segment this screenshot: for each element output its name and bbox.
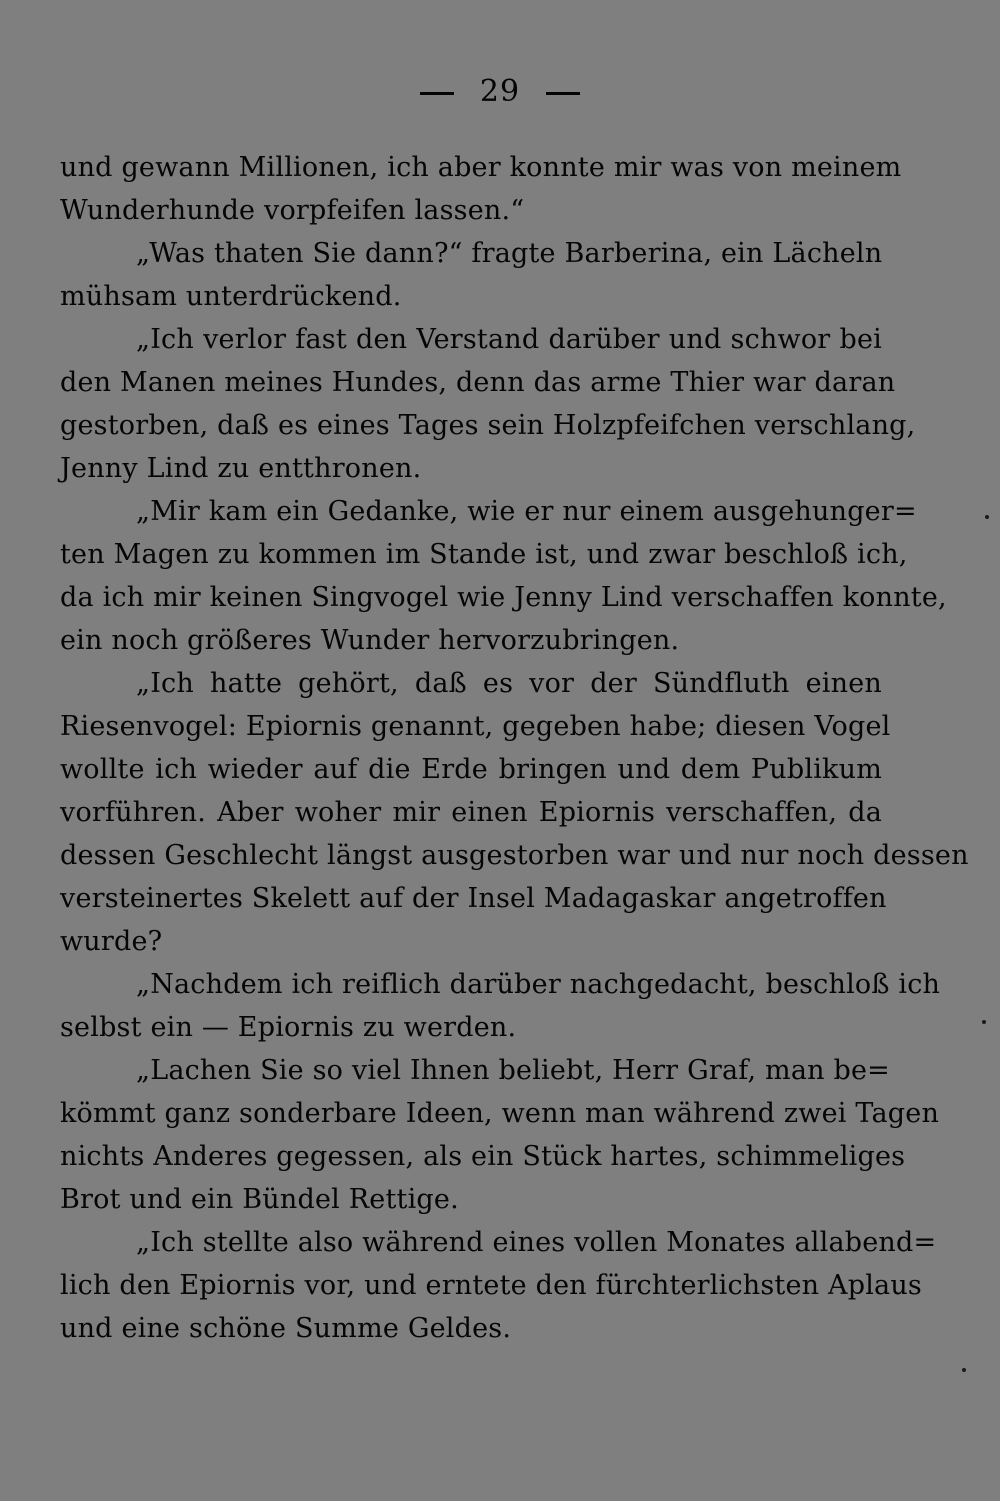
text-line: „Ich hatte gehört, daß es vor der Sündfluth einen: [136, 668, 882, 699]
paragraph: [60, 232, 882, 318]
text-line: „Lachen Sie so viel Ihnen beliebt, Herr Graf, man be=: [136, 1055, 890, 1086]
paragraph: [60, 963, 941, 1049]
text-line: dessen Geschlecht längst ausgestorben war und nur noch dessen: [60, 840, 969, 871]
text-line: und eine schöne Summe Geldes.: [60, 1313, 512, 1344]
header-dash-right: [546, 92, 580, 95]
text-line: „Ich verlor fast den Verstand darüber und schwor bei: [136, 324, 882, 355]
text-line: Wunderhunde vorpfeifen lassen.“: [60, 195, 525, 226]
text-line: „Ich stellte also während eines vollen Monates allabend=: [136, 1227, 937, 1258]
page-number: 29: [479, 74, 521, 109]
text-line: ten Magen zu kommen im Stande ist, und zwar beschloß ich,: [60, 539, 908, 570]
text-line: wurde?: [60, 926, 163, 957]
scan-speck: [982, 1020, 986, 1024]
text-line: gestorben, daß es eines Tages sein Holzpfeifchen verschlang,: [60, 410, 916, 441]
paragraph: [60, 146, 902, 232]
paragraph: [60, 1221, 937, 1350]
paragraph: [60, 318, 916, 490]
text-line: ein noch größeres Wunder hervorzubringen.: [60, 625, 680, 656]
body-text: [60, 146, 969, 1350]
text-line: vorführen. Aber woher mir einen Epiornis verschaffen, da: [60, 797, 882, 828]
text-line: Riesenvogel: Epiornis genannt, gegeben habe; diesen Vogel: [60, 711, 891, 742]
text-line: „Nachdem ich reiflich darüber nachgedacht, beschloß ich: [136, 969, 941, 1000]
text-line: versteinertes Skelett auf der Insel Madagaskar angetroffen: [60, 883, 887, 914]
text-line: lich den Epiornis vor, und erntete den fürchterlichsten Aplaus: [60, 1270, 922, 1301]
text-line: mühsam unterdrückend.: [60, 281, 402, 312]
text-line: da ich mir keinen Singvogel wie Jenny Lind verschaffen konnte,: [60, 582, 947, 613]
text-line: den Manen meines Hundes, denn das arme Thier war daran: [60, 367, 896, 398]
text-line: und gewann Millionen, ich aber konnte mir was von meinem: [60, 152, 902, 183]
text-line: Jenny Lind zu entthronen.: [60, 453, 422, 484]
text-line: „Was thaten Sie dann?“ fragte Barberina, ein Lächeln: [136, 238, 883, 269]
scan-speck: [985, 515, 989, 519]
paragraph: [60, 490, 947, 662]
paragraph: [60, 1049, 940, 1221]
text-line: „Mir kam ein Gedanke, wie er nur einem ausgehunger=: [136, 496, 917, 527]
header-dash-left: [420, 92, 454, 95]
text-line: nichts Anderes gegessen, als ein Stück hartes, schimmeliges: [60, 1141, 906, 1172]
text-line: wollte ich wieder auf die Erde bringen und dem Publikum: [60, 754, 882, 785]
text-line: selbst ein — Epiornis zu werden.: [60, 1012, 517, 1043]
scan-speck: [962, 1368, 966, 1372]
text-line: kömmt ganz sonderbare Ideen, wenn man während zwei Tagen: [60, 1098, 940, 1129]
page-header: [0, 74, 1000, 109]
text-line: Brot und ein Bündel Rettige.: [60, 1184, 459, 1215]
paragraph: [60, 662, 969, 963]
